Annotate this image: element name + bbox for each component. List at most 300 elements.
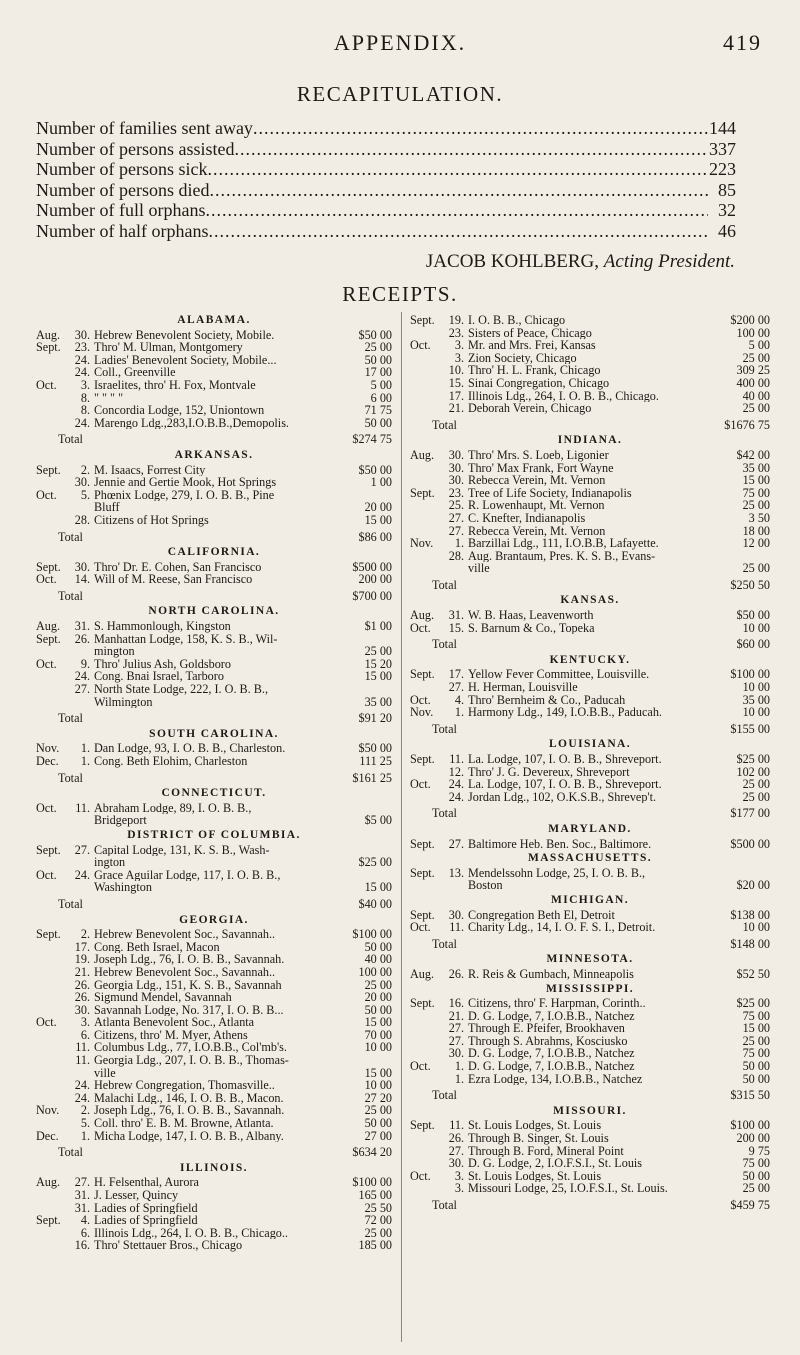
- receipt-entry: [410, 402, 770, 415]
- receipt-amount: 72 00: [364, 1213, 392, 1228]
- receipt-month: Sept.: [36, 842, 61, 857]
- receipt-donor: Thro' Julius Ash, Goldsboro: [94, 657, 231, 671]
- receipt-month: Sept.: [36, 631, 61, 646]
- receipt-day: 26.: [74, 631, 90, 646]
- receipt-day: 11.: [449, 1118, 464, 1133]
- section-total: [36, 772, 392, 785]
- total-label: Total: [58, 433, 83, 446]
- receipt-amount: 165 00: [358, 1188, 392, 1202]
- receipt-amount: $50 00: [736, 608, 770, 623]
- receipt-entry: [410, 753, 770, 766]
- receipt-day: 30.: [448, 473, 464, 488]
- receipt-day: 30.: [448, 460, 464, 475]
- receipt-donor: Harmony Ldg., 149, I.O.B.B., Paducah.: [468, 706, 662, 719]
- receipt-donor: Hebrew Benevolent Soc., Savannah..: [94, 965, 276, 979]
- dot-leader: [253, 118, 708, 139]
- receipt-entry: [410, 1073, 770, 1086]
- receipt-month: Aug.: [410, 966, 435, 981]
- state-heading: MARYLAND.: [548, 822, 632, 835]
- receipt-amount: $50 00: [358, 741, 392, 756]
- recap-label: Number of full orphans: [36, 200, 206, 220]
- receipt-day: 17.: [448, 667, 464, 682]
- receipt-entry: [36, 573, 392, 586]
- receipt-entry: [36, 514, 392, 527]
- receipt-continuation: [36, 856, 392, 869]
- receipt-section: [410, 594, 770, 650]
- receipt-month: Nov.: [410, 536, 434, 551]
- receipt-day: 30.: [448, 447, 464, 462]
- receipt-continuation: [36, 814, 392, 827]
- receipt-donor: Sigmund Mendel, Savannah: [94, 991, 232, 1004]
- receipt-amount: 17 00: [364, 365, 392, 380]
- receipt-day: 5.: [80, 487, 90, 502]
- receipt-donor: Jennie and Gertie Mook, Hot Springs: [94, 476, 277, 489]
- receipt-entry: [410, 537, 770, 550]
- total-amount: $86 00: [358, 529, 392, 544]
- receipt-day: 30.: [448, 907, 464, 922]
- dot-leader: [207, 159, 708, 180]
- receipt-month: Sept.: [410, 907, 435, 922]
- receipt-day: 9.: [80, 656, 90, 671]
- receipt-month: Sept.: [36, 1213, 61, 1228]
- receipt-continuation: [36, 881, 392, 894]
- receipt-day: 30.: [448, 1156, 464, 1171]
- total-amount: $315 50: [730, 1088, 770, 1103]
- recapitulation-list: [36, 118, 736, 241]
- receipt-amount: $1 00: [364, 619, 392, 634]
- receipt-amount: 1 00: [370, 475, 392, 490]
- receipt-day: 31.: [74, 1188, 90, 1202]
- receipt-donor: Bluff: [94, 501, 120, 514]
- receipt-donor: Citizens, thro' M. Myer, Athens: [94, 1028, 248, 1042]
- receipt-entry: [410, 867, 770, 880]
- receipt-entry: [410, 377, 770, 390]
- receipt-donor: D. G. Lodge, 2, I.O.F.S.I., St. Louis: [468, 1157, 643, 1170]
- receipt-day: 5.: [80, 1116, 90, 1131]
- receipt-donor: M. Isaacs, Forrest City: [94, 463, 206, 477]
- receipt-donor: La. Lodge, 107, I. O. B. B., Shreveport.: [468, 778, 662, 791]
- receipt-amount: $100 00: [730, 1118, 770, 1133]
- receipt-amount: 27 20: [364, 1090, 392, 1105]
- receipt-day: 3.: [454, 338, 464, 353]
- receipts-left-column: [36, 312, 392, 1252]
- receipt-month: Sept.: [36, 462, 61, 477]
- receipt-amount: 25 00: [742, 1181, 770, 1196]
- receipt-day: 19.: [448, 313, 464, 327]
- receipt-entry: [410, 1119, 770, 1132]
- receipt-month: Aug.: [36, 619, 61, 634]
- receipt-donor: Mr. and Mrs. Frei, Kansas: [468, 339, 596, 352]
- total-label: Total: [58, 712, 83, 725]
- receipt-section: [36, 605, 392, 724]
- receipt-section: [410, 314, 770, 431]
- receipt-day: 31.: [448, 608, 464, 623]
- receipt-amount: 71 75: [364, 403, 392, 418]
- receipt-amount: 15 00: [742, 473, 770, 488]
- receipt-donor: Charity Ldg., 14, I. O. F. S. I., Detroit.: [468, 921, 656, 934]
- receipt-day: 24.: [448, 777, 464, 792]
- receipt-month: Oct.: [36, 377, 57, 392]
- receipt-amount: $100 00: [352, 1175, 392, 1190]
- receipt-amount: $50 00: [358, 462, 392, 477]
- section-total: [410, 419, 770, 432]
- receipt-entry: [36, 404, 392, 417]
- receipt-section: [410, 983, 770, 1102]
- receipt-continuation: [410, 879, 770, 892]
- receipt-day: 28.: [448, 548, 464, 563]
- receipt-donor: Boston: [468, 879, 503, 892]
- receipt-day: 6.: [80, 1027, 90, 1042]
- receipt-donor: Through B. Singer, St. Louis: [468, 1132, 609, 1145]
- section-total: [410, 638, 770, 651]
- total-label: Total: [58, 1146, 83, 1159]
- receipt-donor: Malachi Ldg., 146, I. O. B. B., Macon.: [94, 1091, 284, 1105]
- receipt-donor: Hebrew Benevolent Soc., Savannah..: [94, 928, 276, 941]
- receipt-amount: 35 00: [742, 460, 770, 475]
- recap-row: [36, 180, 736, 201]
- receipt-day: 30.: [74, 559, 90, 574]
- recap-row: [36, 118, 736, 139]
- receipt-donor: Aug. Brantaum, Pres. K. S. B., Evans-: [468, 549, 656, 563]
- total-label: Total: [432, 638, 457, 651]
- receipt-day: 14.: [74, 572, 90, 587]
- receipts-heading: RECEIPTS.: [342, 282, 458, 306]
- receipt-month: Oct.: [410, 920, 431, 935]
- receipt-donor: St. Louis Lodges, St. Louis: [468, 1119, 602, 1133]
- receipt-day: 6.: [80, 1225, 90, 1240]
- receipt-section: [36, 914, 392, 1159]
- receipt-day: 23.: [448, 485, 464, 500]
- receipt-donor: Rebecca Verein, Mt. Vernon: [468, 524, 606, 538]
- receipt-amount: 100 00: [736, 325, 770, 340]
- section-total: [410, 723, 770, 736]
- receipt-donor: D. G. Lodge, 7, I.O.B.B., Natchez: [468, 1009, 635, 1023]
- receipt-entry: [410, 525, 770, 538]
- receipt-entry: [410, 706, 770, 719]
- state-heading: GEORGIA.: [179, 913, 249, 926]
- receipt-entry: [36, 844, 392, 857]
- total-amount: $700 00: [352, 588, 392, 603]
- total-amount: $40 00: [358, 896, 392, 911]
- receipt-donor: Thro' Stettauer Bros., Chicago: [94, 1239, 243, 1252]
- receipt-month: Sept.: [410, 752, 435, 766]
- receipt-entry: [410, 364, 770, 377]
- receipt-donor: La. Lodge, 107, I. O. B. B., Shreveport.: [468, 753, 662, 766]
- section-total: [36, 1146, 392, 1159]
- receipt-amount: $25 00: [736, 752, 770, 766]
- receipt-entry: [36, 928, 392, 941]
- receipt-entry: [410, 499, 770, 512]
- state-heading: MINNESOTA.: [546, 953, 634, 966]
- receipt-amount: 15 00: [364, 1065, 392, 1080]
- receipt-donor: Missouri Lodge, 25, I.O.F.S.I., St. Louis.: [468, 1182, 668, 1195]
- receipt-day: 3.: [454, 350, 464, 365]
- receipt-donor: mington: [94, 645, 135, 658]
- total-amount: $459 75: [730, 1198, 770, 1212]
- state-heading: MISSISSIPPI.: [545, 982, 635, 995]
- receipt-continuation: [410, 562, 770, 575]
- receipt-entry: [410, 1132, 770, 1145]
- receipts-right-column: [410, 312, 770, 1215]
- total-label: Total: [432, 1199, 457, 1212]
- receipt-amount: 35 00: [364, 694, 392, 709]
- receipt-month: Oct.: [410, 1059, 431, 1074]
- receipt-entry: [410, 1010, 770, 1023]
- receipt-amount: 20 00: [364, 500, 392, 515]
- receipt-amount: 75 00: [742, 1046, 770, 1061]
- receipt-donor: Through E. Pfeifer, Brookhaven: [468, 1022, 625, 1035]
- receipt-amount: 102 00: [736, 764, 770, 779]
- receipt-day: 27.: [74, 842, 90, 857]
- receipt-amount: 75 00: [742, 485, 770, 500]
- state-heading: INDIANA.: [557, 434, 623, 447]
- receipt-month: Nov.: [410, 705, 434, 720]
- receipt-day: 24.: [74, 415, 90, 430]
- receipt-section: [36, 728, 392, 784]
- receipt-day: 30.: [74, 327, 90, 342]
- state-heading: DISTRICT OF COLUMBIA.: [127, 828, 301, 841]
- receipt-entry: [410, 1145, 770, 1158]
- receipt-day: 11.: [449, 920, 464, 935]
- receipt-day: 3.: [454, 1168, 464, 1183]
- section-total: [36, 433, 392, 446]
- total-amount: $274 75: [352, 432, 392, 447]
- receipt-donor: S. Hammonlough, Kingston: [94, 620, 231, 633]
- receipt-day: 26.: [448, 1131, 464, 1146]
- state-heading: ARKANSAS.: [174, 448, 254, 461]
- receipt-section: [410, 953, 770, 980]
- receipt-entry: [410, 778, 770, 791]
- receipt-day: 21.: [448, 401, 464, 416]
- receipt-day: 3.: [454, 1181, 464, 1196]
- state-heading: ILLINOIS.: [180, 1161, 248, 1174]
- receipt-entry: [410, 1022, 770, 1035]
- receipt-amount: 25 00: [742, 789, 770, 804]
- receipt-amount: 10 00: [742, 920, 770, 935]
- receipt-amount: 50 00: [364, 1116, 392, 1131]
- recap-value: 144: [709, 118, 736, 138]
- total-label: Total: [58, 589, 83, 603]
- receipt-amount: $500 00: [730, 836, 770, 851]
- receipt-month: Oct.: [36, 1015, 57, 1030]
- receipt-day: 17.: [74, 939, 90, 954]
- receipt-entry: [36, 1016, 392, 1029]
- receipt-amount: 50 00: [364, 939, 392, 954]
- receipt-month: Oct.: [36, 800, 57, 815]
- receipt-entry: [410, 968, 770, 981]
- receipt-donor: H. Herman, Louisville: [468, 681, 578, 694]
- signer-name: JACOB KOHLBERG,: [425, 251, 600, 272]
- receipt-day: 23.: [448, 325, 464, 340]
- receipt-donor: Thro' H. L. Frank, Chicago: [468, 364, 601, 377]
- receipt-entry: [410, 449, 770, 462]
- receipt-amount: 75 00: [742, 1156, 770, 1171]
- receipt-day: 24.: [74, 1078, 90, 1093]
- receipt-amount: 400 00: [736, 375, 770, 390]
- receipt-amount: 15 00: [364, 669, 392, 684]
- receipt-donor: Tree of Life Society, Indianapolis: [468, 486, 632, 500]
- total-amount: $155 00: [730, 721, 770, 736]
- receipt-entry: [36, 1079, 392, 1092]
- recap-value: 46: [718, 220, 736, 241]
- dot-leader: [234, 139, 708, 160]
- recapitulation-heading: RECAPITULATION.: [296, 82, 504, 106]
- receipt-day: 27.: [448, 523, 464, 538]
- receipt-section: [36, 449, 392, 543]
- total-amount: $161 25: [352, 770, 392, 785]
- receipt-amount: 15 00: [364, 512, 392, 527]
- receipt-day: 8.: [80, 403, 90, 418]
- receipt-donor: Mendelssohn Lodge, 25, I. O. B. B.,: [468, 866, 646, 880]
- receipt-entry: [410, 1047, 770, 1060]
- receipt-month: Sept.: [410, 996, 435, 1011]
- receipt-day: 30.: [74, 475, 90, 490]
- receipt-donor: Citizens, thro' F. Harpman, Corinth..: [468, 997, 646, 1010]
- receipt-amount: 25 00: [742, 1033, 770, 1048]
- receipt-entry: [410, 681, 770, 694]
- receipt-section: [410, 823, 770, 850]
- receipt-section: [36, 314, 392, 446]
- state-heading: MISSOURI.: [553, 1104, 627, 1117]
- receipt-day: 27.: [74, 1175, 90, 1190]
- receipt-section: [410, 434, 770, 591]
- receipt-amount: $42 00: [736, 447, 770, 462]
- receipt-amount: $52 50: [736, 966, 770, 981]
- state-heading: MICHIGAN.: [550, 893, 630, 906]
- receipt-month: Sept.: [36, 559, 61, 574]
- receipt-amount: 27 00: [364, 1128, 392, 1143]
- receipt-entry: [410, 327, 770, 340]
- receipt-donor: Rebecca Verein, Mt. Vernon: [468, 474, 606, 487]
- receipt-day: 1.: [80, 741, 90, 756]
- receipt-donor: Savannah Lodge, No. 317, I. O. B. B...: [94, 1003, 284, 1017]
- receipt-month: Oct.: [36, 572, 57, 587]
- receipt-amount: 50 00: [742, 1071, 770, 1086]
- receipt-month: Nov.: [36, 1103, 60, 1118]
- receipt-day: 1.: [454, 1059, 464, 1074]
- section-total: [410, 1199, 770, 1212]
- receipt-continuation: [36, 696, 392, 709]
- receipt-donor: Baltimore Heb. Ben. Soc., Baltimore.: [468, 837, 652, 851]
- receipt-entry: [410, 668, 770, 681]
- receipt-day: 30.: [448, 1046, 464, 1061]
- receipt-day: 31.: [74, 619, 90, 634]
- receipt-donor: Will of M. Reese, San Francisco: [94, 573, 253, 586]
- receipt-donor: " " " ": [94, 391, 124, 405]
- receipt-amount: 9 75: [748, 1143, 770, 1158]
- total-label: Total: [432, 1089, 457, 1102]
- receipt-donor: I. O. B. B., Chicago: [468, 314, 566, 327]
- receipt-amount: 25 00: [742, 561, 770, 576]
- column-divider: [401, 312, 402, 1342]
- receipt-day: 27.: [448, 1143, 464, 1158]
- recap-row: [36, 200, 736, 221]
- receipt-entry: [410, 474, 770, 487]
- receipt-donor: Barzillai Ldg., 111, I.O.B.B, Lafayette.: [468, 537, 659, 550]
- receipt-donor: Zion Society, Chicago: [468, 351, 577, 365]
- receipt-month: Oct.: [410, 1168, 431, 1183]
- receipt-amount: 15 00: [364, 880, 392, 895]
- receipt-section: [36, 1162, 392, 1252]
- receipt-day: 11.: [75, 1040, 90, 1055]
- receipt-donor: Thro' Dr. E. Cohen, San Francisco: [94, 560, 262, 574]
- receipt-day: 24.: [74, 352, 90, 367]
- receipt-amount: 25 00: [364, 644, 392, 659]
- receipt-day: 27.: [448, 836, 464, 851]
- recap-label: Number of persons assisted: [36, 138, 235, 159]
- receipt-entry: [36, 379, 392, 392]
- receipt-entry: [410, 550, 770, 563]
- receipt-section: [36, 787, 392, 827]
- receipt-entry: [410, 1170, 770, 1183]
- receipt-day: 26.: [74, 977, 90, 992]
- receipt-donor: North State Lodge, 222, I. O. B. B.,: [94, 683, 268, 696]
- receipt-donor: Deborah Verein, Chicago: [468, 402, 592, 415]
- receipt-amount: 25 00: [742, 777, 770, 792]
- receipt-entry: [410, 462, 770, 475]
- receipt-entry: [410, 339, 770, 352]
- receipt-day: 11.: [75, 1053, 90, 1068]
- receipt-amount: $138 00: [730, 907, 770, 922]
- recap-value: 337: [709, 138, 736, 159]
- receipt-month: Sept.: [36, 340, 61, 355]
- receipt-month: Sept.: [410, 667, 435, 682]
- section-total: [36, 590, 392, 603]
- receipt-amount: 111 25: [359, 754, 392, 768]
- receipt-day: 27.: [74, 682, 90, 697]
- receipt-entry: [410, 622, 770, 635]
- total-amount: $177 00: [730, 806, 770, 821]
- receipt-day: 24.: [74, 867, 90, 882]
- receipt-month: Oct.: [410, 620, 431, 635]
- receipt-donor: Columbus Ldg., 77, I.O.B.B., Col'mb's.: [94, 1041, 287, 1055]
- section-total: [410, 807, 770, 820]
- receipt-day: 8.: [80, 390, 90, 405]
- receipt-amount: 10 00: [364, 1078, 392, 1093]
- receipt-amount: 25 00: [742, 498, 770, 513]
- recap-row: [36, 139, 736, 160]
- receipt-day: 31.: [74, 1200, 90, 1215]
- receipt-donor: Ladies of Springfield: [94, 1214, 198, 1227]
- receipt-entry: [36, 1117, 392, 1130]
- receipt-donor: Ezra Lodge, 134, I.O.B.B., Natchez: [468, 1072, 643, 1086]
- receipt-entry: [36, 633, 392, 646]
- receipt-amount: 200 00: [358, 572, 392, 587]
- receipt-amount: 15 20: [364, 656, 392, 671]
- state-heading: ALABAMA.: [177, 314, 251, 326]
- receipt-day: 1.: [80, 1128, 90, 1143]
- section-total: [410, 938, 770, 951]
- receipt-donor: Hebrew Benevolent Society, Mobile.: [94, 328, 275, 342]
- receipt-amount: 10 00: [742, 680, 770, 695]
- receipt-amount: 12 00: [742, 536, 770, 551]
- receipt-entry: [410, 1182, 770, 1195]
- receipt-entry: [410, 1035, 770, 1048]
- receipt-day: 17.: [448, 388, 464, 403]
- receipt-day: 24.: [448, 789, 464, 804]
- receipt-day: 26.: [448, 966, 464, 981]
- receipt-donor: Ladies of Springfield: [94, 1201, 198, 1215]
- receipt-donor: Congregation Beth El, Detroit: [468, 908, 615, 922]
- receipt-amount: 40 00: [364, 952, 392, 967]
- receipt-entry: [410, 1060, 770, 1073]
- receipt-month: Aug.: [36, 1175, 61, 1190]
- receipt-donor: Thro' Bernheim & Co., Paducah: [468, 693, 626, 707]
- receipt-day: 24.: [74, 669, 90, 684]
- receipt-amount: 10 00: [742, 620, 770, 635]
- receipt-donor: Israelites, thro' H. Fox, Montvale: [94, 378, 256, 392]
- total-label: Total: [432, 722, 457, 736]
